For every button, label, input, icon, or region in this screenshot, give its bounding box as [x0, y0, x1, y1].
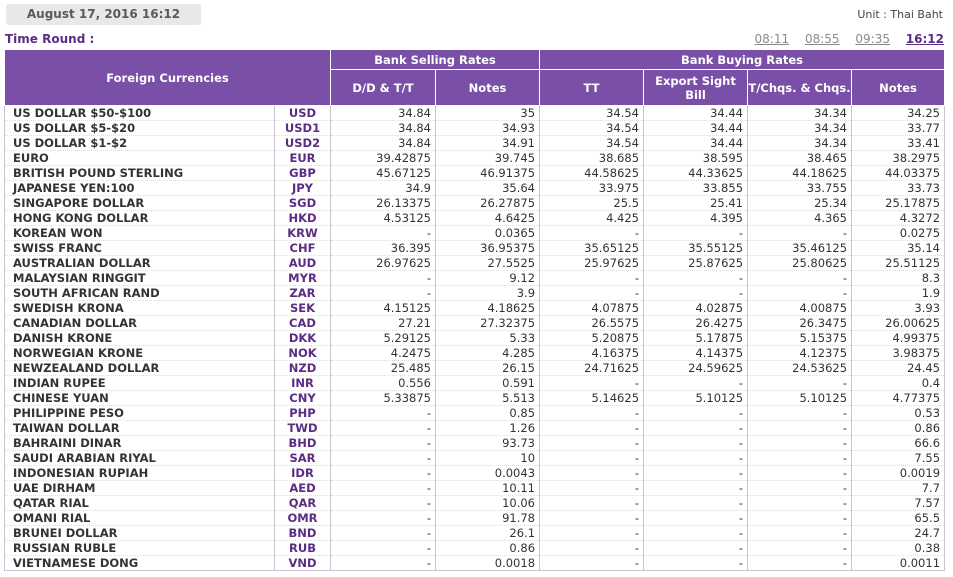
buying-tt: 5.20875 — [540, 331, 644, 346]
currency-code: SEK — [275, 301, 331, 316]
selling-notes: 46.91375 — [436, 166, 540, 181]
buying-tchqs: 34.34 — [748, 106, 852, 121]
currency-name: OMANI RIAL — [5, 511, 275, 526]
buying-notes: 0.0011 — [852, 556, 945, 571]
selling-notes: 4.18625 — [436, 301, 540, 316]
buying-export-sight-bill: - — [644, 421, 748, 436]
col-header-selling-notes: Notes — [436, 70, 540, 106]
table-row — [5, 511, 945, 526]
currency-code: ZAR — [275, 286, 331, 301]
currency-name: SWEDISH KRONA — [5, 301, 275, 316]
selling-dd-tt: 5.29125 — [331, 331, 436, 346]
currency-name: AUSTRALIAN DOLLAR — [5, 256, 275, 271]
buying-tt: - — [540, 376, 644, 391]
buying-tt: - — [540, 406, 644, 421]
selling-notes: 34.93 — [436, 121, 540, 136]
buying-tchqs: 24.53625 — [748, 361, 852, 376]
currency-code: CNY — [275, 391, 331, 406]
buying-tt: 44.58625 — [540, 166, 644, 181]
buying-export-sight-bill: - — [644, 466, 748, 481]
col-header-buying-tt: TT — [540, 70, 644, 106]
buying-tt: - — [540, 226, 644, 241]
selling-notes: 27.5525 — [436, 256, 540, 271]
buying-tchqs: 44.18625 — [748, 166, 852, 181]
currency-code: TWD — [275, 421, 331, 436]
currency-code: NZD — [275, 361, 331, 376]
time-round-link-0811[interactable]: 08:11 — [754, 32, 790, 46]
selling-notes: 4.285 — [436, 346, 540, 361]
selling-dd-tt: - — [331, 481, 436, 496]
currency-name: US DOLLAR $5-$20 — [5, 121, 275, 136]
currency-code: AUD — [275, 256, 331, 271]
buying-notes: 38.2975 — [852, 151, 945, 166]
buying-tt: 24.71625 — [540, 361, 644, 376]
currency-name: SINGAPORE DOLLAR — [5, 196, 275, 211]
buying-export-sight-bill: 5.17875 — [644, 331, 748, 346]
selling-dd-tt: - — [331, 511, 436, 526]
buying-tt: 4.425 — [540, 211, 644, 226]
table-row — [5, 436, 945, 451]
buying-tt: 4.16375 — [540, 346, 644, 361]
currency-code: KRW — [275, 226, 331, 241]
currency-name: BRUNEI DOLLAR — [5, 526, 275, 541]
buying-notes: 33.77 — [852, 121, 945, 136]
buying-notes: 66.6 — [852, 436, 945, 451]
selling-dd-tt: - — [331, 496, 436, 511]
selling-dd-tt: 39.42875 — [331, 151, 436, 166]
selling-dd-tt: 0.556 — [331, 376, 436, 391]
selling-dd-tt: - — [331, 466, 436, 481]
selling-dd-tt: 25.485 — [331, 361, 436, 376]
buying-tchqs: - — [748, 526, 852, 541]
buying-tchqs: - — [748, 451, 852, 466]
selling-dd-tt: 26.97625 — [331, 256, 436, 271]
currency-code: IDR — [275, 466, 331, 481]
buying-notes: 25.51125 — [852, 256, 945, 271]
buying-export-sight-bill: 4.02875 — [644, 301, 748, 316]
buying-tt: - — [540, 541, 644, 556]
selling-notes: 0.86 — [436, 541, 540, 556]
currency-name: INDONESIAN RUPIAH — [5, 466, 275, 481]
buying-notes: 24.45 — [852, 361, 945, 376]
selling-notes: 34.91 — [436, 136, 540, 151]
currency-code: INR — [275, 376, 331, 391]
currency-code: DKK — [275, 331, 331, 346]
currency-name: INDIAN RUPEE — [5, 376, 275, 391]
selling-notes: 26.1 — [436, 526, 540, 541]
selling-notes: 91.78 — [436, 511, 540, 526]
table-row — [5, 361, 945, 376]
table-row — [5, 496, 945, 511]
selling-dd-tt: - — [331, 421, 436, 436]
currency-name: CANADIAN DOLLAR — [5, 316, 275, 331]
selling-notes: 35.64 — [436, 181, 540, 196]
selling-dd-tt: 34.84 — [331, 106, 436, 121]
buying-export-sight-bill: 4.14375 — [644, 346, 748, 361]
buying-tt: 34.54 — [540, 136, 644, 151]
buying-tt: - — [540, 436, 644, 451]
buying-export-sight-bill: 25.87625 — [644, 256, 748, 271]
buying-notes: 0.0275 — [852, 226, 945, 241]
selling-dd-tt: 4.15125 — [331, 301, 436, 316]
selling-dd-tt: 34.84 — [331, 136, 436, 151]
buying-notes: 0.53 — [852, 406, 945, 421]
table-row — [5, 241, 945, 256]
buying-export-sight-bill: - — [644, 496, 748, 511]
buying-tchqs: - — [748, 271, 852, 286]
buying-export-sight-bill: - — [644, 271, 748, 286]
selling-dd-tt: - — [331, 526, 436, 541]
col-header-foreign-currencies: Foreign Currencies — [5, 50, 331, 106]
buying-export-sight-bill: - — [644, 481, 748, 496]
buying-notes: 44.03375 — [852, 166, 945, 181]
buying-tchqs: 38.465 — [748, 151, 852, 166]
selling-dd-tt: - — [331, 556, 436, 571]
selling-dd-tt: 4.53125 — [331, 211, 436, 226]
table-row — [5, 391, 945, 406]
selling-notes: 4.6425 — [436, 211, 540, 226]
buying-tt: 25.97625 — [540, 256, 644, 271]
currency-name: DANISH KRONE — [5, 331, 275, 346]
currency-code: VND — [275, 556, 331, 571]
time-round-link-0855[interactable]: 08:55 — [804, 32, 840, 46]
buying-tchqs: - — [748, 226, 852, 241]
selling-notes: 39.745 — [436, 151, 540, 166]
table-row — [5, 196, 945, 211]
table-row — [5, 376, 945, 391]
table-row — [5, 106, 945, 121]
selling-notes: 27.32375 — [436, 316, 540, 331]
selling-dd-tt: - — [331, 286, 436, 301]
table-row — [5, 256, 945, 271]
buying-notes: 33.73 — [852, 181, 945, 196]
currency-name: BAHRAINI DINAR — [5, 436, 275, 451]
currency-code: GBP — [275, 166, 331, 181]
buying-export-sight-bill: - — [644, 511, 748, 526]
buying-notes: 7.57 — [852, 496, 945, 511]
buying-tt: - — [540, 271, 644, 286]
buying-tchqs: - — [748, 421, 852, 436]
selling-dd-tt: - — [331, 271, 436, 286]
buying-export-sight-bill: 4.395 — [644, 211, 748, 226]
selling-notes: 0.0043 — [436, 466, 540, 481]
buying-notes: 8.3 — [852, 271, 945, 286]
buying-tchqs: - — [748, 511, 852, 526]
currency-name: QATAR RIAL — [5, 496, 275, 511]
buying-tchqs: - — [748, 376, 852, 391]
table-row — [5, 226, 945, 241]
currency-code: EUR — [275, 151, 331, 166]
selling-dd-tt: 5.33875 — [331, 391, 436, 406]
table-row — [5, 136, 945, 151]
selling-notes: 10.06 — [436, 496, 540, 511]
selling-notes: 10 — [436, 451, 540, 466]
currency-name: NORWEGIAN KRONE — [5, 346, 275, 361]
currency-name: MALAYSIAN RINGGIT — [5, 271, 275, 286]
table-row — [5, 121, 945, 136]
buying-tchqs: 26.3475 — [748, 316, 852, 331]
buying-notes: 4.77375 — [852, 391, 945, 406]
buying-export-sight-bill: 35.55125 — [644, 241, 748, 256]
buying-tchqs: 34.34 — [748, 121, 852, 136]
table-row — [5, 466, 945, 481]
selling-notes: 9.12 — [436, 271, 540, 286]
currency-code: CAD — [275, 316, 331, 331]
buying-tchqs: - — [748, 541, 852, 556]
buying-tchqs: 25.34 — [748, 196, 852, 211]
buying-export-sight-bill: 38.595 — [644, 151, 748, 166]
currency-code: USD — [275, 106, 331, 121]
buying-tchqs: - — [748, 481, 852, 496]
buying-tchqs: 4.00875 — [748, 301, 852, 316]
buying-tchqs: - — [748, 286, 852, 301]
buying-tchqs: - — [748, 436, 852, 451]
date-time-display: August 17, 2016 16:12 — [6, 4, 201, 25]
selling-dd-tt: - — [331, 541, 436, 556]
buying-tchqs: 4.365 — [748, 211, 852, 226]
currency-name: HONG KONG DOLLAR — [5, 211, 275, 226]
col-header-selling-dd-tt: D/D & T/T — [331, 70, 436, 106]
buying-notes: 65.5 — [852, 511, 945, 526]
buying-notes: 3.93 — [852, 301, 945, 316]
time-round-link-1612[interactable]: 16:12 — [905, 32, 944, 46]
table-row — [5, 211, 945, 226]
buying-tt: 5.14625 — [540, 391, 644, 406]
selling-dd-tt: 27.21 — [331, 316, 436, 331]
buying-notes: 33.41 — [852, 136, 945, 151]
buying-export-sight-bill: - — [644, 226, 748, 241]
buying-tchqs: 4.12375 — [748, 346, 852, 361]
selling-notes: 0.591 — [436, 376, 540, 391]
buying-tchqs: 5.15375 — [748, 331, 852, 346]
table-row — [5, 556, 945, 571]
currency-code: SGD — [275, 196, 331, 211]
table-row — [5, 151, 945, 166]
buying-export-sight-bill: 5.10125 — [644, 391, 748, 406]
buying-tt: - — [540, 496, 644, 511]
currency-name: SOUTH AFRICAN RAND — [5, 286, 275, 301]
buying-tt: - — [540, 451, 644, 466]
buying-notes: 0.4 — [852, 376, 945, 391]
buying-notes: 0.86 — [852, 421, 945, 436]
col-header-buying-notes: Notes — [852, 70, 945, 106]
currency-code: AED — [275, 481, 331, 496]
buying-tt: - — [540, 466, 644, 481]
selling-notes: 26.27875 — [436, 196, 540, 211]
col-header-buying-tchqs: T/Chqs. & Chqs. — [748, 70, 852, 106]
table-row — [5, 526, 945, 541]
selling-notes: 36.95375 — [436, 241, 540, 256]
buying-export-sight-bill: 34.44 — [644, 136, 748, 151]
group-header-bank-buying: Bank Buying Rates — [540, 50, 945, 70]
buying-export-sight-bill: 34.44 — [644, 121, 748, 136]
buying-tt: - — [540, 526, 644, 541]
table-row — [5, 406, 945, 421]
buying-export-sight-bill: 24.59625 — [644, 361, 748, 376]
buying-tchqs: 25.80625 — [748, 256, 852, 271]
currency-name: EURO — [5, 151, 275, 166]
table-row — [5, 271, 945, 286]
table-row — [5, 316, 945, 331]
selling-notes: 3.9 — [436, 286, 540, 301]
currency-name: TAIWAN DOLLAR — [5, 421, 275, 436]
selling-notes: 93.73 — [436, 436, 540, 451]
buying-tt: - — [540, 481, 644, 496]
selling-dd-tt: 34.9 — [331, 181, 436, 196]
currency-code: SAR — [275, 451, 331, 466]
buying-notes: 24.7 — [852, 526, 945, 541]
buying-export-sight-bill: - — [644, 406, 748, 421]
currency-name: CHINESE YUAN — [5, 391, 275, 406]
rates-table-body — [5, 106, 945, 571]
currency-name: KOREAN WON — [5, 226, 275, 241]
buying-tt: 34.54 — [540, 121, 644, 136]
buying-notes: 35.14 — [852, 241, 945, 256]
group-header-bank-selling: Bank Selling Rates — [331, 50, 540, 70]
currency-name: US DOLLAR $50-$100 — [5, 106, 275, 121]
buying-notes: 0.38 — [852, 541, 945, 556]
currency-code: USD2 — [275, 136, 331, 151]
selling-dd-tt: 4.2475 — [331, 346, 436, 361]
table-row — [5, 181, 945, 196]
selling-notes: 1.26 — [436, 421, 540, 436]
buying-notes: 7.55 — [852, 451, 945, 466]
table-row — [5, 166, 945, 181]
buying-tchqs: - — [748, 406, 852, 421]
buying-notes: 25.17875 — [852, 196, 945, 211]
buying-export-sight-bill: 34.44 — [644, 106, 748, 121]
currency-code: NOK — [275, 346, 331, 361]
currency-name: JAPANESE YEN:100 — [5, 181, 275, 196]
currency-name: RUSSIAN RUBLE — [5, 541, 275, 556]
currency-name: SAUDI ARABIAN RIYAL — [5, 451, 275, 466]
buying-export-sight-bill: - — [644, 526, 748, 541]
table-row — [5, 451, 945, 466]
buying-tt: 33.975 — [540, 181, 644, 196]
buying-tt: 35.65125 — [540, 241, 644, 256]
selling-notes: 0.0365 — [436, 226, 540, 241]
buying-notes: 26.00625 — [852, 316, 945, 331]
currency-name: BRITISH POUND STERLING — [5, 166, 275, 181]
table-row — [5, 331, 945, 346]
exchange-rates-table — [4, 49, 945, 571]
currency-code: HKD — [275, 211, 331, 226]
buying-notes: 34.25 — [852, 106, 945, 121]
buying-export-sight-bill: 26.4275 — [644, 316, 748, 331]
buying-export-sight-bill: - — [644, 541, 748, 556]
currency-code: RUB — [275, 541, 331, 556]
time-round-link-0935[interactable]: 09:35 — [855, 32, 890, 46]
currency-code: JPY — [275, 181, 331, 196]
buying-notes: 1.9 — [852, 286, 945, 301]
buying-tchqs: 5.10125 — [748, 391, 852, 406]
buying-notes: 3.98375 — [852, 346, 945, 361]
selling-dd-tt: - — [331, 451, 436, 466]
buying-tt: - — [540, 421, 644, 436]
buying-tt: - — [540, 286, 644, 301]
currency-code: MYR — [275, 271, 331, 286]
selling-notes: 35 — [436, 106, 540, 121]
selling-dd-tt: 34.84 — [331, 121, 436, 136]
table-row — [5, 541, 945, 556]
buying-tt: 25.5 — [540, 196, 644, 211]
currency-name: NEWZEALAND DOLLAR — [5, 361, 275, 376]
currency-name: VIETNAMESE DONG — [5, 556, 275, 571]
buying-tt: 4.07875 — [540, 301, 644, 316]
selling-notes: 0.85 — [436, 406, 540, 421]
unit-label: Unit : Thai Baht — [857, 8, 943, 21]
buying-notes: 4.99375 — [852, 331, 945, 346]
buying-export-sight-bill: - — [644, 286, 748, 301]
table-row — [5, 421, 945, 436]
selling-dd-tt: 45.67125 — [331, 166, 436, 181]
currency-code: QAR — [275, 496, 331, 511]
buying-tt: - — [540, 556, 644, 571]
currency-name: US DOLLAR $1-$2 — [5, 136, 275, 151]
table-row — [5, 481, 945, 496]
buying-notes: 7.7 — [852, 481, 945, 496]
buying-tchqs: 34.34 — [748, 136, 852, 151]
buying-tt: 26.5575 — [540, 316, 644, 331]
buying-notes: 0.0019 — [852, 466, 945, 481]
selling-dd-tt: 26.13375 — [331, 196, 436, 211]
currency-code: BHD — [275, 436, 331, 451]
buying-notes: 4.3272 — [852, 211, 945, 226]
selling-dd-tt: - — [331, 226, 436, 241]
buying-export-sight-bill: - — [644, 376, 748, 391]
table-row — [5, 301, 945, 316]
buying-export-sight-bill: 25.41 — [644, 196, 748, 211]
buying-tchqs: 33.755 — [748, 181, 852, 196]
currency-name: UAE DIRHAM — [5, 481, 275, 496]
buying-tchqs: 35.46125 — [748, 241, 852, 256]
currency-code: USD1 — [275, 121, 331, 136]
buying-tchqs: - — [748, 496, 852, 511]
buying-tt: 34.54 — [540, 106, 644, 121]
currency-code: CHF — [275, 241, 331, 256]
selling-dd-tt: - — [331, 406, 436, 421]
currency-name: PHILIPPINE PESO — [5, 406, 275, 421]
selling-notes: 5.33 — [436, 331, 540, 346]
selling-notes: 10.11 — [436, 481, 540, 496]
col-header-buying-export-sight-bill: Export Sight Bill — [644, 70, 748, 106]
selling-dd-tt: - — [331, 436, 436, 451]
table-row — [5, 286, 945, 301]
time-round-links — [743, 32, 944, 46]
buying-export-sight-bill: 44.33625 — [644, 166, 748, 181]
buying-export-sight-bill: - — [644, 556, 748, 571]
buying-tt: - — [540, 511, 644, 526]
currency-code: PHP — [275, 406, 331, 421]
table-row — [5, 346, 945, 361]
buying-export-sight-bill: - — [644, 451, 748, 466]
selling-notes: 0.0018 — [436, 556, 540, 571]
time-round-label: Time Round : — [5, 32, 95, 46]
selling-dd-tt: 36.395 — [331, 241, 436, 256]
buying-export-sight-bill: - — [644, 436, 748, 451]
buying-tchqs: - — [748, 466, 852, 481]
selling-notes: 5.513 — [436, 391, 540, 406]
buying-tchqs: - — [748, 556, 852, 571]
buying-tt: 38.685 — [540, 151, 644, 166]
selling-notes: 26.15 — [436, 361, 540, 376]
currency-code: OMR — [275, 511, 331, 526]
buying-export-sight-bill: 33.855 — [644, 181, 748, 196]
currency-name: SWISS FRANC — [5, 241, 275, 256]
currency-code: BND — [275, 526, 331, 541]
